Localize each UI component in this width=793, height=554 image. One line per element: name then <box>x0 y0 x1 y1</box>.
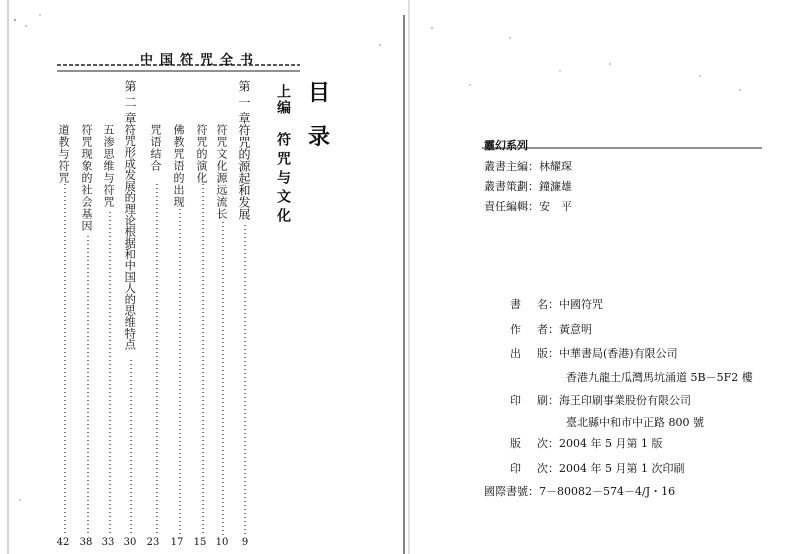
toc-heading-char-2: 录 <box>308 124 331 150</box>
part-label: 上编 <box>275 84 291 116</box>
editor-value: 鐘濂雄 <box>539 180 572 193</box>
page-number-s1-2: 15 <box>193 537 207 548</box>
editor-label: 叢書策劃 <box>484 180 528 193</box>
toc-leaders <box>65 184 245 535</box>
page-number-s1-1: 10 <box>215 537 229 548</box>
cp-key-2: 刷 <box>537 394 548 407</box>
isbn-label: 國際書號 <box>484 485 528 498</box>
section-1-3-title: 佛教咒语的出现 <box>172 124 185 208</box>
copyright-printer-row: 印 刷：海王印刷事業股份有限公司 <box>510 394 691 407</box>
chapter-1-title: 符咒的源起和发展 <box>237 124 251 220</box>
cp-value: 2004 年 5 月第 1 版 <box>559 437 663 450</box>
section-2-1-title: 五渗思维与符咒 <box>102 124 115 208</box>
cp-key-1: 作 <box>510 323 521 336</box>
editor-label: 叢書主編 <box>484 160 528 173</box>
editor-row-chief: 叢書主編：林耀琛 <box>484 160 572 173</box>
cp-key-1: 版 <box>510 437 521 450</box>
cp-key-2: 次 <box>537 437 548 450</box>
cp-key-1: 印 <box>510 394 521 407</box>
page-number-s1-3: 17 <box>170 537 184 548</box>
cp-value: 海王印刷事業股份有限公司 <box>559 394 691 407</box>
copyright-title-row: 書 名：中國符咒 <box>510 298 603 311</box>
cp-key-1: 書 <box>510 298 521 311</box>
section-1-1-title: 符咒文化源远流长 <box>215 124 228 220</box>
editor-row-planner: 叢書策劃：鐘濂雄 <box>484 180 572 193</box>
book-running-title: 中国符咒全书 <box>140 53 261 68</box>
copyright-isbn-row: 國際書號：7－80082－574－4/J・16 <box>484 485 676 498</box>
page-number-ch1: 9 <box>241 537 249 548</box>
series-name: 靈幻系列 <box>484 139 528 152</box>
section-2-2-title: 符咒现象的社会基因 <box>80 124 93 232</box>
editor-label: 責任編輯 <box>484 200 528 213</box>
copyright-publisher-row: 出 版：中華書局(香港)有限公司 <box>510 347 678 360</box>
cp-value: 黃意明 <box>559 323 592 336</box>
part-title: 符咒与文化 <box>275 132 291 227</box>
cp-key-2: 名 <box>537 298 548 311</box>
copyright-edition-row: 版 次：2004 年 5 月第 1 版 <box>510 437 663 450</box>
cp-key-1: 出 <box>510 347 521 360</box>
cp-value: 2004 年 5 月第 1 次印刷 <box>559 462 685 475</box>
chapter-2-label: 第二章 <box>123 80 137 128</box>
page-number-s2-2: 38 <box>79 537 93 548</box>
section-1-4-title: 咒语结合 <box>149 124 162 172</box>
copyright-impression-row: 印 次：2004 年 5 月第 1 次印刷 <box>510 462 685 475</box>
page-number-s1-4: 23 <box>146 537 160 548</box>
cp-key-2: 次 <box>537 462 548 475</box>
cp-value: 中華書局(香港)有限公司 <box>559 347 678 360</box>
cp-key-2: 版 <box>537 347 548 360</box>
cp-key-2: 者 <box>537 323 548 336</box>
editor-value: 林耀琛 <box>539 160 572 173</box>
editor-row-responsible: 責任編輯：安 平 <box>484 200 572 213</box>
chapter-2-title: 符咒形成发展的理论根据和中国人的思维特点 <box>123 124 137 350</box>
section-2-3-title: 道教与符咒 <box>57 124 70 184</box>
editor-value: 安 平 <box>539 200 572 213</box>
publisher-address: 香港九龍土瓜灣馬坑涌道 5B－5F2 樓 <box>566 371 753 384</box>
toc-heading <box>308 82 330 170</box>
chapter-1-label: 第一章 <box>237 80 251 128</box>
cp-value: 中國符咒 <box>559 298 603 311</box>
printer-address: 臺北縣中和市中正路 800 號 <box>566 416 704 429</box>
page-number-s2-3: 42 <box>56 537 70 548</box>
isbn-value: 7－80082－574－4/J・16 <box>539 485 676 498</box>
page-number-ch2: 30 <box>123 537 137 548</box>
section-1-2-title: 符咒的演化 <box>195 124 208 184</box>
page-number-s2-1: 33 <box>101 537 115 548</box>
toc-heading-char-1: 目 <box>308 80 331 106</box>
cp-key-1: 印 <box>510 462 521 475</box>
copyright-author-row: 作 者：黃意明 <box>510 323 592 336</box>
